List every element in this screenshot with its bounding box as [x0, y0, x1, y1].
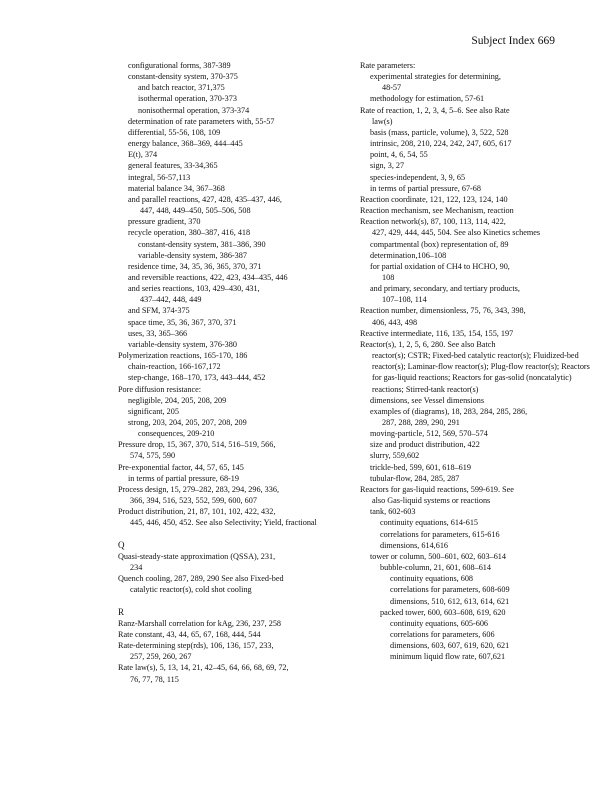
index-entry: [118, 462, 348, 473]
index-entry: [360, 484, 590, 506]
index-entry: [128, 361, 348, 372]
index-entry-text: experimental strategies for determining,: [370, 72, 501, 82]
index-entry-text: Reaction coordinate, 121, 122, 123, 124, 140: [360, 194, 508, 204]
index-entry-text: size and product distribution, 422: [370, 440, 480, 450]
index-entry: [128, 216, 348, 227]
index-entry: [128, 160, 348, 171]
index-entry-continuation: 447, 448, 449–450, 505–506, 508: [140, 206, 251, 216]
index-entry-text: Rate-determining step(rds), 106, 136, 157, 233,: [118, 641, 274, 651]
index-entry-text: and reversible reactions, 422, 423, 434–435, 446: [128, 272, 288, 282]
index-entry-text: differential, 55-56, 108, 109: [128, 127, 221, 137]
page-number: 669: [537, 35, 555, 47]
index-entry-text: dimensions, 603, 607, 619, 620, 621: [390, 641, 510, 651]
index-entry-text: and batch reactor, 371,375: [138, 83, 225, 93]
index-entry: [390, 618, 590, 629]
index-entry: [360, 328, 590, 339]
index-entry: [380, 540, 590, 551]
index-entry: [370, 462, 590, 473]
index-entry-text: significant, 205: [128, 406, 179, 416]
index-entry-text: and primary, secondary, and tertiary products,: [370, 284, 520, 294]
index-entry: [370, 551, 590, 562]
index-entry: [118, 439, 348, 461]
index-entry: [360, 105, 590, 127]
index-entry: [380, 529, 590, 540]
index-entry-text: Q: [118, 539, 125, 550]
index-entry: [128, 172, 348, 183]
index-entry-text: correlations for parameters, 606: [390, 629, 495, 639]
index-entry-text: Pressure drop, 15, 367, 370, 514, 516–519, 566,: [118, 440, 276, 450]
index-entry: [128, 317, 348, 328]
index-entry: [128, 149, 348, 160]
index-entry-text: determination of rate parameters with, 55-57: [128, 116, 275, 126]
index-entry: [128, 183, 348, 194]
index-entry-text: pressure gradient, 370: [128, 217, 201, 227]
index-entry: [128, 71, 348, 82]
index-entry: [128, 283, 348, 305]
blank-line: [118, 595, 348, 606]
index-entry: [390, 629, 590, 640]
index-entry-text: for partial oxidation of CH4 to HCHO, 90,: [370, 261, 510, 271]
index-entry: [128, 227, 348, 238]
index-entry: [118, 484, 348, 506]
index-entry: [370, 395, 590, 406]
index-entry-continuation: 366, 394, 516, 523, 552, 599, 600, 607: [130, 496, 257, 506]
index-entry-continuation: 437–442, 448, 449: [140, 295, 202, 305]
index-entry-text: dimensions, 510, 612, 613, 614, 621: [390, 596, 510, 606]
index-entry-continuation: 406, 443, 498: [372, 317, 418, 327]
index-entry-text: Rate constant, 43, 44, 65, 67, 168, 444, 544: [118, 629, 261, 639]
index-entry: [370, 406, 590, 428]
index-entry-text: correlations for parameters, 615-616: [380, 529, 500, 539]
index-entry-text: Reactor(s), 1, 2, 5, 6, 280. See also Batch: [360, 339, 496, 349]
index-entry: [370, 261, 590, 283]
index-entry-continuation: 107–108, 114: [382, 295, 427, 305]
index-entry-text: constant-density system, 370-375: [128, 72, 238, 82]
index-entry: [128, 339, 348, 350]
index-entry: [118, 551, 348, 573]
index-entry-text: Polymerization reactions, 165-170, 186: [118, 351, 248, 361]
blank-line: [118, 529, 348, 540]
index-entry-text: slurry, 559,602: [370, 451, 420, 461]
index-entry-text: intrinsic, 208, 210, 224, 242, 247, 605, 617: [370, 139, 512, 149]
index-entry: [390, 584, 590, 595]
index-entry: [370, 138, 590, 149]
index-entry-text: chain-reaction, 166-167,172: [128, 362, 221, 372]
index-entry-text: continuity equations, 614-615: [380, 518, 479, 528]
index-entry-text: Rate parameters:: [360, 61, 416, 70]
index-entry-text: isothermal operation, 370-373: [138, 94, 237, 104]
index-entry-continuation: 76, 77, 78, 115: [130, 674, 179, 684]
index-entry: [128, 305, 348, 316]
index-entry-continuation: 287, 288, 289, 290, 291: [382, 418, 460, 427]
index-entry-text: material balance 34, 367–368: [128, 183, 225, 193]
index-entry: [390, 640, 590, 651]
index-entry: [370, 149, 590, 160]
index-entry: [370, 71, 590, 93]
index-entry-continuation: 427, 429, 444, 445, 504. See also Kinetics schemes: [372, 228, 541, 238]
index-entry-text: Quench cooling, 287, 289, 290 See also Fixed-bed: [118, 574, 284, 584]
index-entry: [118, 618, 348, 629]
header-title: Subject Index: [471, 35, 535, 47]
index-entry: [118, 384, 348, 395]
index-entry: [370, 172, 590, 183]
index-entry-text: minimum liquid flow rate, 607,621: [390, 652, 506, 662]
index-entry: [370, 239, 590, 250]
index-entry: [360, 339, 590, 395]
index-entry: [138, 82, 348, 93]
index-entry: [118, 640, 348, 662]
index-entry: [370, 160, 590, 171]
index-entry: [118, 350, 348, 361]
index-entry-text: continuity equations, 608: [390, 574, 474, 584]
index-entry-text: compartmental (box) representation of, 89: [370, 239, 509, 249]
index-entry-text: Rate law(s), 5, 13, 14, 21, 42–45, 64, 66, 68, 69, 72,: [118, 663, 289, 673]
index-entry: [128, 417, 348, 428]
index-entry: [360, 216, 590, 238]
index-entry-text: determination,106–108: [370, 250, 447, 260]
index-entry: [118, 629, 348, 640]
index-entry-text: dimensions, 614,616: [380, 540, 449, 550]
index-entry-text: packed tower, 600, 603–608, 619, 620: [380, 607, 506, 617]
index-entry-text: nonisothermal operation, 373-374: [138, 105, 250, 115]
index-entry: [138, 428, 348, 439]
index-entry-text: Process design, 15, 279–282, 283, 294, 296, 336,: [118, 484, 280, 494]
index-entry-continuation: law(s): [372, 116, 393, 126]
index-entry: [138, 250, 348, 261]
index-entry: [138, 239, 348, 250]
index-entry-text: integral, 56-57,113: [128, 172, 191, 182]
index-column-right: [360, 60, 590, 662]
index-entry: [128, 60, 348, 71]
index-entry: [380, 562, 590, 573]
index-entry-text: energy balance, 368–369, 444–445: [128, 139, 243, 149]
index-entry-continuation: 234: [130, 563, 143, 573]
index-entry: [370, 93, 590, 104]
index-entry: [128, 395, 348, 406]
index-entry: [128, 473, 348, 484]
index-entry: [370, 450, 590, 461]
index-entry-text: basis (mass, particle, volume), 3, 522, 528: [370, 127, 509, 137]
index-entry-text: Pore diffusion resistance:: [118, 384, 202, 394]
index-entry-text: Ranz-Marshall correlation for kAg, 236, 237, 258: [118, 618, 282, 628]
index-entry-text: Reaction mechanism, see Mechanism, reaction: [360, 206, 514, 216]
index-entry: [370, 183, 590, 194]
index-entry: [360, 60, 590, 71]
index-entry-text: Quasi-steady-state approximation (QSSA), 231,: [118, 551, 276, 561]
index-entry: [118, 506, 348, 528]
index-entry: [390, 573, 590, 584]
index-entry: [360, 194, 590, 205]
index-entry-text: and parallel reactions, 427, 428, 435–437, 446,: [128, 194, 282, 204]
index-entry: [370, 473, 590, 484]
index-entry-text: tubular-flow, 284, 285, 287: [370, 473, 460, 483]
index-entry-text: consequences, 209-210: [138, 429, 215, 439]
index-entry: [390, 651, 590, 662]
index-entry: [138, 93, 348, 104]
index-entry: [118, 573, 348, 595]
index-entry-text: Product distribution, 21, 87, 101, 102, 422, 432,: [118, 507, 276, 517]
index-entry-text: tank, 602-603: [370, 507, 416, 517]
index-entry-continuation: catalytic reactor(s), cold shot cooling: [130, 585, 252, 595]
index-entry-continuation: also Gas-liquid systems or reactions: [372, 496, 491, 506]
index-section-letter: [118, 607, 348, 618]
index-entry: [128, 138, 348, 149]
index-entry-continuation: 108: [382, 272, 395, 282]
index-entry-continuation: 48-57: [382, 83, 402, 93]
index-entry-text: Reaction number, dimensionless, 75, 76, 343, 398,: [360, 306, 526, 316]
index-column-left: [118, 60, 348, 685]
index-entry-text: species-independent, 3, 9, 65: [370, 172, 466, 182]
index-entry: [370, 439, 590, 450]
index-entry-text: R: [118, 606, 125, 617]
index-entry-text: E(t), 374: [128, 150, 158, 160]
index-entry-text: point, 4, 6, 54, 55: [370, 150, 428, 160]
index-entry-text: Reactive intermediate, 116, 135, 154, 155, 197: [360, 328, 514, 338]
index-entry-text: examples of (diagrams), 18, 283, 284, 285, 286,: [370, 406, 528, 416]
index-entry-text: negligible, 204, 205, 208, 209: [128, 395, 227, 405]
index-entry-text: sign, 3, 27: [370, 161, 405, 171]
index-entry-text: and SFM, 374-375: [128, 306, 190, 316]
index-entry: [390, 596, 590, 607]
index-entry-text: moving-particle, 512, 569, 570–574: [370, 429, 488, 439]
index-entry: [128, 127, 348, 138]
index-entry: [380, 607, 590, 618]
index-entry-text: continuity equations, 605-606: [390, 618, 489, 628]
index-entry-text: configurational forms, 387-389: [128, 61, 231, 70]
index-entry: [128, 406, 348, 417]
index-entry-text: trickle-bed, 599, 601, 618–619: [370, 462, 471, 472]
index-section-letter: [118, 540, 348, 551]
index-entry: [128, 116, 348, 127]
index-entry-text: Reaction network(s), 87, 100, 113, 114, 422,: [360, 217, 506, 227]
index-entry: [370, 250, 590, 261]
index-entry-text: recycle operation, 380–387, 416, 418: [128, 228, 251, 238]
index-entry: [370, 506, 590, 517]
index-entry: [118, 662, 348, 684]
index-entry-text: correlations for parameters, 608-609: [390, 585, 510, 595]
index-entry: [380, 517, 590, 528]
index-entry-text: bubble-column, 21, 601, 608–614: [380, 563, 491, 573]
index-entry: [128, 372, 348, 383]
index-entry: [128, 194, 348, 216]
index-entry-text: Pre-exponential factor, 44, 57, 65, 145: [118, 462, 244, 472]
index-entry-text: residence time, 34, 35, 36, 365, 370, 371: [128, 261, 262, 271]
index-entry-text: step-change, 168–170, 173, 443–444, 452: [128, 373, 266, 383]
index-entry: [370, 283, 590, 305]
index-entry: [370, 428, 590, 439]
index-entry-text: strong, 203, 204, 205, 207, 208, 209: [128, 418, 247, 427]
index-entry-continuation: 445, 446, 450, 452. See also Selectivity; Yield, fractional: [130, 518, 317, 528]
index-entry-text: and series reactions, 103, 429–430, 431,: [128, 284, 260, 294]
index-entry-text: general features, 33-34,365: [128, 161, 218, 171]
index-entry-text: tower or column, 500–601, 602, 603–614: [370, 551, 506, 561]
index-entry: [128, 272, 348, 283]
index-entry-text: uses, 33, 365–366: [128, 328, 188, 338]
index-entry-continuation: 574, 575, 590: [130, 451, 176, 461]
index-entry-continuation: reactor(s); CSTR; Fixed-bed catalytic reactor(s); Fluidized-bed reactor(s); Laminar-flow reactor(s); Plug-flow reactor(s); Reactors for gas-liquid reactions; Reactors for gas-solid (noncatalytic) reactions; Stirred-tank reactor(s): [372, 351, 590, 394]
index-entry-text: in terms of partial pressure, 68-19: [128, 473, 239, 483]
index-entry: [128, 261, 348, 272]
index-entry: [360, 205, 590, 216]
index-entry-text: constant-density system, 381–386, 390: [138, 239, 266, 249]
index-entry-text: space time, 35, 36, 367, 370, 371: [128, 317, 237, 327]
index-entry: [138, 105, 348, 116]
index-entry-text: methodology for estimation, 57-61: [370, 94, 485, 104]
index-entry: [370, 127, 590, 138]
index-entry-text: in terms of partial pressure, 67-68: [370, 183, 481, 193]
index-entry-text: Reactors for gas-liquid reactions, 599-619. See: [360, 484, 514, 494]
index-entry-text: variable-density system, 376-380: [128, 339, 237, 349]
index-entry: [128, 328, 348, 339]
index-entry-text: Rate of reaction, 1, 2, 3, 4, 5–6. See also Rate: [360, 105, 510, 115]
running-header: [471, 35, 555, 47]
index-entry-continuation: 257, 259, 260, 267: [130, 652, 192, 662]
index-entry-text: variable-density system, 386-387: [138, 250, 247, 260]
index-entry-text: dimensions, see Vessel dimensions: [370, 395, 485, 405]
index-entry: [360, 305, 590, 327]
